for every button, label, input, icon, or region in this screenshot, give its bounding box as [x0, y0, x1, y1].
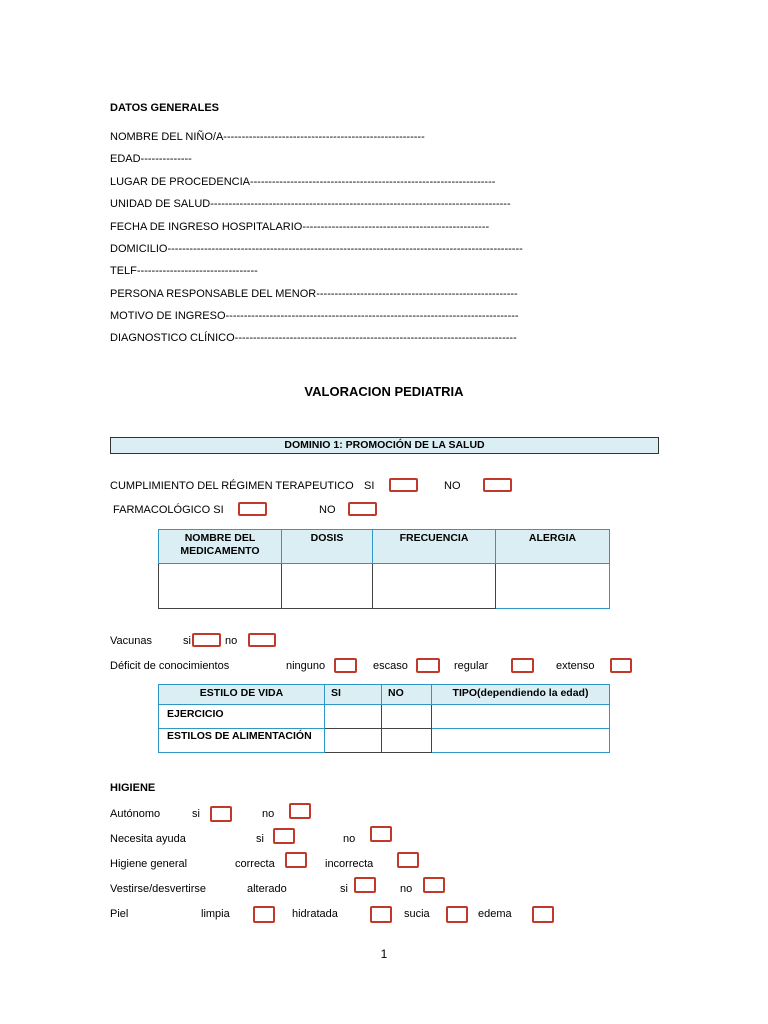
higiene-incorrecta-label: incorrecta	[325, 858, 374, 870]
deficit-escaso-checkbox[interactable]	[416, 658, 440, 673]
vestirse-alterado-label: alterado	[247, 883, 287, 895]
vacunas-si-checkbox[interactable]	[192, 633, 221, 647]
deficit-regular-label: regular	[454, 660, 489, 672]
ayuda-si-checkbox[interactable]	[273, 828, 295, 844]
autonomo-si-label: si	[192, 808, 200, 820]
higiene-correcta-checkbox[interactable]	[285, 852, 307, 868]
farmaco-label: FARMACOLÓGICO SI	[113, 504, 224, 516]
deficit-extenso-label: extenso	[556, 660, 595, 672]
med-cell[interactable]	[496, 564, 610, 609]
estilo-cell[interactable]	[432, 729, 610, 753]
piel-sucia-checkbox[interactable]	[446, 906, 468, 923]
farmaco-si-checkbox[interactable]	[238, 502, 267, 516]
valoracion-title: VALORACION PEDIATRIA	[304, 384, 464, 399]
med-cell[interactable]	[159, 564, 282, 609]
med-header-alergia: ALERGIA	[496, 530, 610, 564]
regimen-si-checkbox[interactable]	[389, 478, 418, 492]
vestirse-no-label: no	[400, 883, 413, 895]
estilo-cell[interactable]	[382, 705, 432, 729]
field-domicilio: DOMICILIO-------------------------------------------------------------------------------------------------	[110, 243, 523, 255]
piel-edema-checkbox[interactable]	[532, 906, 554, 923]
vacunas-no-checkbox[interactable]	[248, 633, 276, 647]
ayuda-no-checkbox[interactable]	[370, 826, 392, 842]
vestirse-si-checkbox[interactable]	[354, 877, 376, 893]
field-fecha: FECHA DE INGRESO HOSPITALARIO---------------------------------------------------	[110, 221, 490, 233]
med-header-dosis: DOSIS	[282, 530, 373, 564]
farmaco-no-label: NO	[319, 504, 336, 516]
autonomo-label: Autónomo	[110, 808, 161, 820]
higiene-incorrecta-checkbox[interactable]	[397, 852, 419, 868]
estilo-header-estilo: ESTILO DE VIDA	[159, 685, 325, 705]
datos-generales-heading: DATOS GENERALES	[110, 102, 219, 114]
vacunas-label: Vacunas	[110, 635, 152, 647]
estilo-row-alimentacion: ESTILOS DE ALIMENTACIÓN	[159, 729, 325, 753]
deficit-ninguno-checkbox[interactable]	[334, 658, 357, 673]
estilo-header-no: NO	[382, 685, 432, 705]
piel-sucia-label: sucia	[404, 908, 430, 920]
autonomo-no-checkbox[interactable]	[289, 803, 311, 819]
higiene-correcta-label: correcta	[235, 858, 275, 870]
piel-hidratada-checkbox[interactable]	[370, 906, 392, 923]
regimen-no-checkbox[interactable]	[483, 478, 512, 492]
piel-limpia-checkbox[interactable]	[253, 906, 275, 923]
estilo-cell[interactable]	[382, 729, 432, 753]
higiene-heading: HIGIENE	[110, 782, 156, 794]
vacunas-no-label: no	[225, 635, 238, 647]
med-header-nombre: NOMBRE DEL MEDICAMENTO	[159, 530, 282, 564]
farmaco-no-checkbox[interactable]	[348, 502, 377, 516]
piel-hidratada-label: hidratada	[292, 908, 338, 920]
field-responsable: PERSONA RESPONSABLE DEL MENOR-------------------------------------------------------	[110, 288, 518, 300]
field-motivo: MOTIVO DE INGRESO--------------------------------------------------------------------------------	[110, 310, 519, 322]
estilo-row-ejercicio: EJERCICIO	[159, 705, 325, 729]
estilo-vida-table	[158, 684, 610, 753]
field-diagnostico: DIAGNOSTICO CLÍNICO-----------------------------------------------------------------------------	[110, 332, 517, 344]
deficit-regular-checkbox[interactable]	[511, 658, 534, 673]
autonomo-si-checkbox[interactable]	[210, 806, 232, 822]
vacunas-si-label: si	[183, 635, 191, 647]
estilo-cell[interactable]	[325, 729, 382, 753]
dominio-bar: DOMINIO 1: PROMOCIÓN DE LA SALUD	[110, 437, 659, 454]
regimen-label: CUMPLIMIENTO DEL RÉGIMEN TERAPEUTICO	[110, 480, 354, 492]
estilo-header-si: SI	[325, 685, 382, 705]
higiene-general-label: Higiene general	[110, 858, 188, 870]
deficit-extenso-checkbox[interactable]	[610, 658, 632, 673]
med-header-frecuencia: FRECUENCIA	[373, 530, 496, 564]
ayuda-si-label: si	[256, 833, 264, 845]
deficit-escaso-label: escaso	[373, 660, 408, 672]
med-cell[interactable]	[373, 564, 496, 609]
field-lugar: LUGAR DE PROCEDENCIA-------------------------------------------------------------------	[110, 176, 496, 188]
field-nombre: NOMBRE DEL NIÑO/A-------------------------------------------------------	[110, 131, 425, 143]
field-unidad: UNIDAD DE SALUD----------------------------------------------------------------------------------	[110, 198, 511, 210]
autonomo-no-label: no	[262, 808, 275, 820]
estilo-cell[interactable]	[432, 705, 610, 729]
deficit-ninguno-label: ninguno	[286, 660, 326, 672]
estilo-cell[interactable]	[325, 705, 382, 729]
deficit-label: Déficit de conocimientos	[110, 660, 230, 672]
ayuda-label: Necesita ayuda	[110, 833, 186, 845]
piel-limpia-label: limpia	[201, 908, 230, 920]
medication-table	[158, 529, 610, 609]
piel-edema-label: edema	[478, 908, 512, 920]
piel-label: Piel	[110, 908, 129, 920]
page-number: 1	[380, 947, 388, 961]
vestirse-label: Vestirse/desvertirse	[110, 883, 206, 895]
ayuda-no-label: no	[343, 833, 356, 845]
regimen-no-label: NO	[444, 480, 461, 492]
med-cell[interactable]	[282, 564, 373, 609]
vestirse-si-label: si	[340, 883, 348, 895]
regimen-si-label: SI	[364, 480, 375, 492]
field-telf: TELF---------------------------------	[110, 265, 258, 277]
estilo-header-tipo: TIPO(dependiendo la edad)	[432, 685, 610, 705]
vestirse-no-checkbox[interactable]	[423, 877, 445, 893]
field-edad: EDAD--------------	[110, 153, 192, 165]
